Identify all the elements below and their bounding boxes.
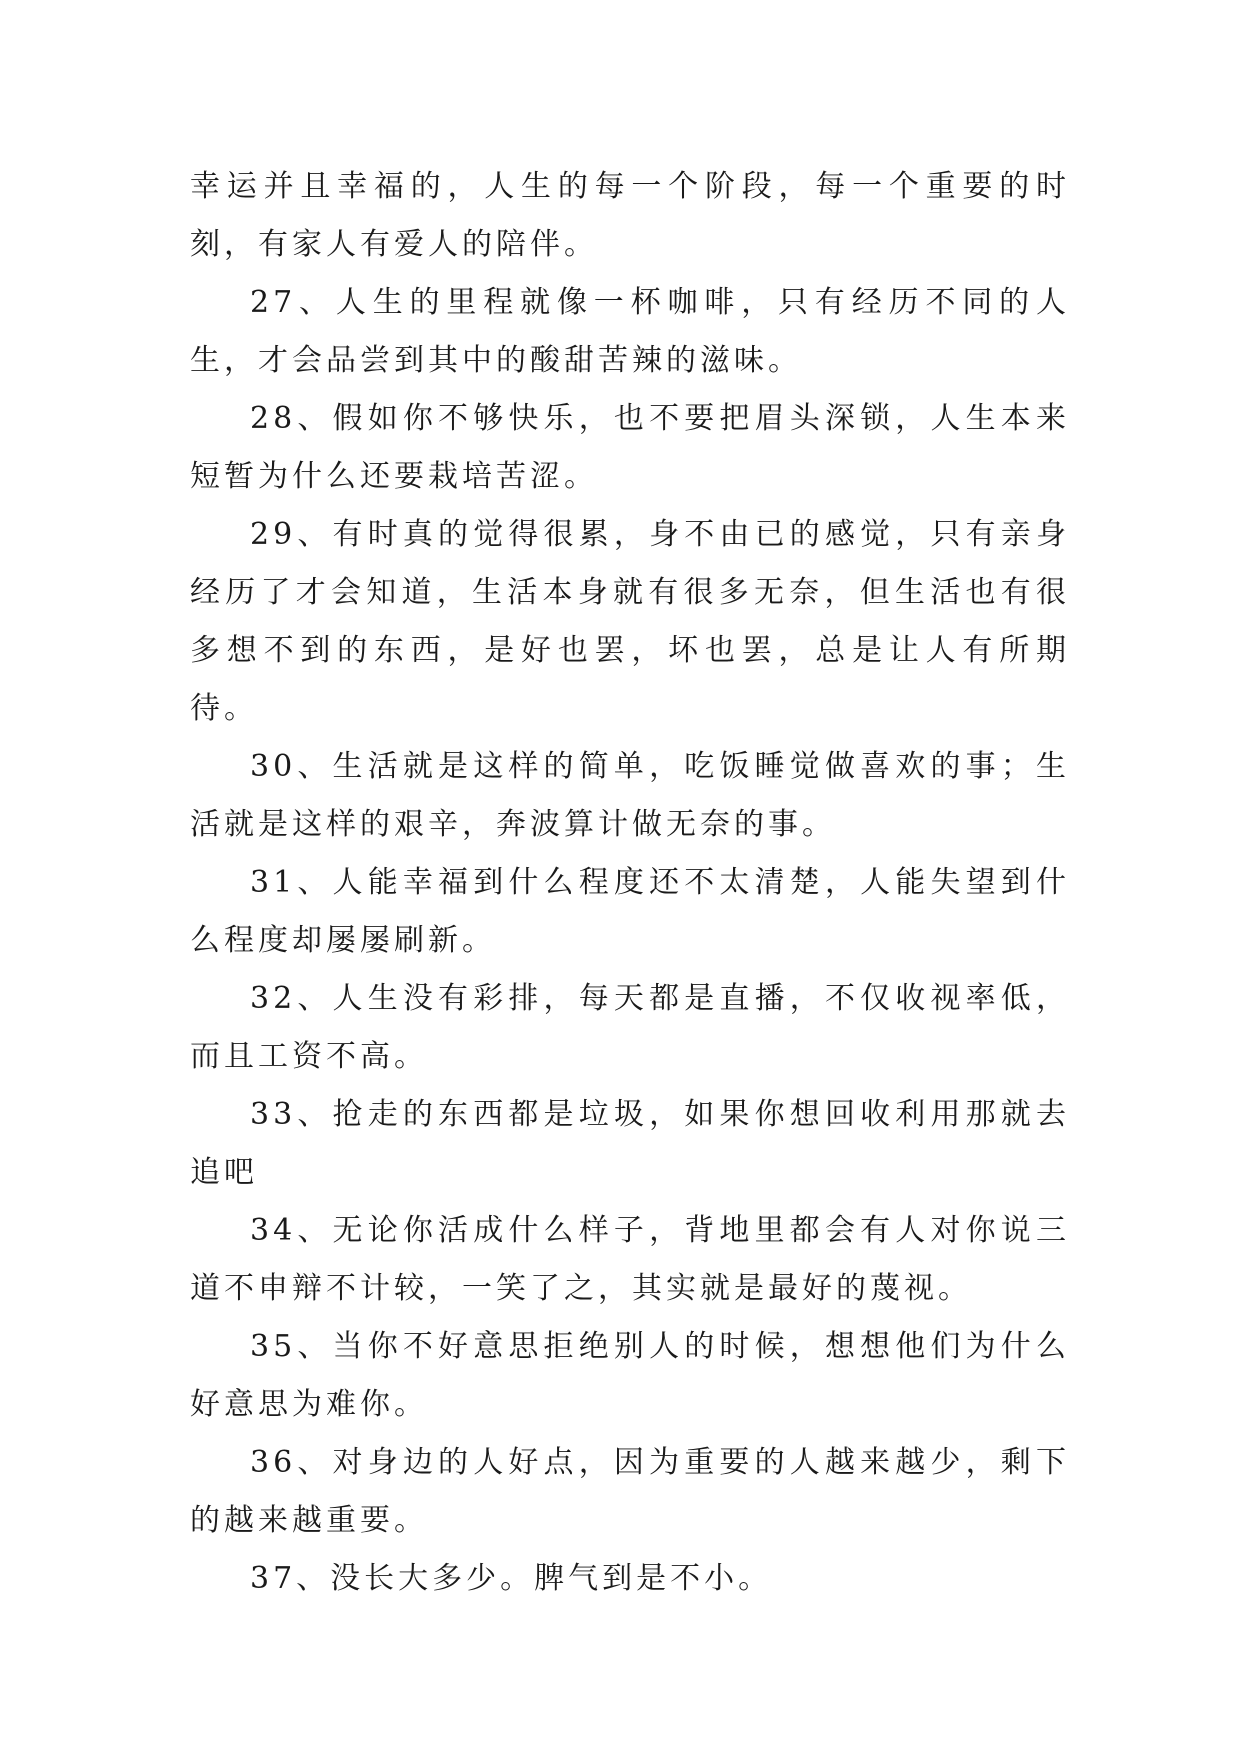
paragraph-27: 27、人生的里程就像一杯咖啡，只有经历不同的人生，才会品尝到其中的酸甜苦辣的滋味。 — [190, 285, 1070, 378]
paragraph-29: 29、有时真的觉得很累，身不由已的感觉，只有亲身经历了才会知道，生活本身就有很多无奈，但生活也有很多想不到的东西，是好也罢，坏也罢，总是让人有所期待。 — [190, 517, 1070, 726]
paragraph-35: 35、当你不好意思拒绝别人的时候，想想他们为什么好意思为难你。 — [190, 1329, 1070, 1422]
paragraph-31: 31、人能幸福到什么程度还不太清楚，人能失望到什么程度却屡屡刷新。 — [190, 865, 1070, 958]
paragraph-28: 28、假如你不够快乐，也不要把眉头深锁，人生本来短暂为什么还要栽培苦涩。 — [190, 401, 1070, 494]
paragraph-30: 30、生活就是这样的简单，吃饭睡觉做喜欢的事；生活就是这样的艰辛，奔波算计做无奈的事。 — [190, 749, 1070, 842]
paragraph-36: 36、对身边的人好点，因为重要的人越来越少，剩下的越来越重要。 — [190, 1445, 1070, 1538]
paragraph-33: 33、抢走的东西都是垃圾，如果你想回收利用那就去追吧 — [190, 1097, 1070, 1190]
paragraph-37: 37、没长大多少。脾气到是不小。 — [250, 1561, 773, 1596]
document-body — [190, 158, 1070, 1608]
paragraph-32: 32、人生没有彩排，每天都是直播，不仅收视率低，而且工资不高。 — [190, 981, 1070, 1074]
paragraph-34: 34、无论你活成什么样子，背地里都会有人对你说三道不申辩不计较，一笑了之，其实就是最好的蔑视。 — [190, 1213, 1070, 1306]
paragraph-continuation: 幸运并且幸福的，人生的每一个阶段，每一个重要的时刻，有家人有爱人的陪伴。 — [190, 169, 1070, 262]
